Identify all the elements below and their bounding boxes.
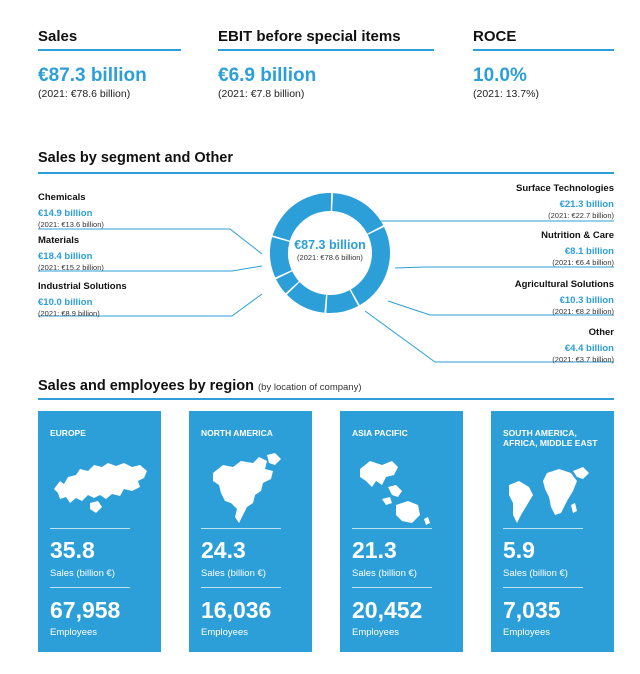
region-name: NORTH AMERICA [201, 428, 273, 438]
segment-chemicals [38, 192, 104, 229]
kpi-value: €6.9 billion [218, 65, 317, 86]
regions-title-text: Sales and employees by region [38, 378, 254, 394]
region-employees-value: 20,452 [352, 597, 423, 623]
divider-line [352, 587, 432, 588]
segment-name: Industrial Solutions [38, 281, 127, 292]
segment-value: €14.9 billion [38, 208, 93, 219]
segment-materials [38, 235, 104, 272]
region-name: ASIA PACIFIC [352, 428, 408, 438]
segment-name: Nutrition & Care [541, 230, 614, 241]
segment-other [552, 327, 614, 364]
region-employees-label: Employees [201, 627, 248, 638]
divider-line [503, 587, 583, 588]
europe-map-icon [50, 451, 150, 526]
south-america-africa-map-icon [503, 451, 603, 526]
segment-value: €10.0 billion [38, 297, 93, 308]
connector-nutrition-care [395, 267, 614, 268]
segment-value: €10.3 billion [559, 295, 614, 306]
region-card-north-america [189, 411, 312, 652]
kpi-title: EBIT before special items [218, 28, 434, 51]
kpi-title: Sales [38, 28, 181, 51]
region-sales-value: 21.3 [352, 537, 397, 563]
segment-name: Chemicals [38, 192, 86, 203]
region-sales-label: Sales (billion €) [201, 568, 266, 579]
divider-line [503, 528, 583, 529]
segment-value: €4.4 billion [564, 343, 614, 354]
segment-name: Other [588, 327, 614, 338]
donut-center-label [270, 238, 390, 262]
segment-previous: (2021: €3.7 billion) [552, 355, 614, 364]
region-sales-value: 24.3 [201, 537, 246, 563]
region-card-south-america-africa-middle-east [491, 411, 614, 652]
north-america-map-icon [201, 451, 301, 526]
region-employees-label: Employees [50, 627, 97, 638]
segment-industrial-solutions [38, 281, 127, 318]
segment-value: €21.3 billion [559, 199, 614, 210]
segment-previous: (2021: €13.6 billion) [38, 220, 104, 229]
divider-line [50, 587, 130, 588]
section-divider [38, 398, 614, 400]
regions-title [38, 378, 362, 394]
kpi-previous: (2021: €7.8 billion) [218, 88, 305, 100]
divider-line [50, 528, 130, 529]
region-employees-label: Employees [352, 627, 399, 638]
region-sales-value: 35.8 [50, 537, 95, 563]
kpi-value: 10.0% [473, 65, 527, 86]
total-sales-previous: (2021: €78.6 billion) [297, 253, 363, 262]
segment-previous: (2021: €22.7 billion) [548, 211, 614, 220]
regions-subtitle: (by location of company) [258, 382, 362, 393]
region-name: EUROPE [50, 428, 86, 438]
region-sales-label: Sales (billion €) [50, 568, 115, 579]
region-sales-label: Sales (billion €) [352, 568, 417, 579]
segment-agricultural-solutions [515, 279, 614, 316]
divider-line [201, 587, 281, 588]
segment-previous: (2021: €15.2 billion) [38, 263, 104, 272]
segments-title: Sales by segment and Other [38, 150, 234, 166]
total-sales-value: €87.3 billion [294, 238, 366, 252]
segment-surface-technologies [516, 183, 614, 220]
segment-value: €8.1 billion [564, 246, 614, 257]
segment-name: Agricultural Solutions [514, 279, 614, 290]
kpi-previous: (2021: 13.7%) [473, 88, 539, 100]
region-name: SOUTH AMERICA, AFRICA, MIDDLE EAST [503, 428, 598, 448]
asia-pacific-map-icon [352, 451, 452, 526]
donut-slice-materials [273, 193, 331, 241]
region-sales-label: Sales (billion €) [503, 568, 568, 579]
kpi-sales [38, 28, 181, 100]
kpi-previous: (2021: €78.6 billion) [38, 88, 131, 100]
region-employees-value: 67,958 [50, 597, 121, 623]
divider-line [201, 528, 281, 529]
segment-nutrition-care [541, 230, 614, 267]
segment-name: Materials [38, 235, 80, 246]
region-employees-value: 16,036 [201, 597, 272, 623]
divider-line [352, 528, 432, 529]
segment-value: €18.4 billion [38, 251, 93, 262]
region-card-europe [38, 411, 161, 652]
segment-name: Surface Technologies [515, 183, 614, 194]
region-employees-value: 7,035 [503, 597, 561, 623]
kpi-roce [473, 28, 614, 100]
segment-previous: (2021: €8.9 billion) [38, 309, 100, 318]
segment-previous: (2021: €6.4 billion) [552, 258, 614, 267]
section-divider [38, 172, 614, 174]
kpi-title: ROCE [473, 28, 614, 51]
segment-previous: (2021: €8.2 billion) [552, 307, 614, 316]
region-employees-label: Employees [503, 627, 550, 638]
kpi-value: €87.3 billion [38, 65, 147, 86]
region-sales-value: 5.9 [503, 537, 535, 563]
region-card-asia-pacific [340, 411, 463, 652]
kpi-ebit [218, 28, 434, 100]
donut-slice-chemicals [332, 193, 383, 234]
